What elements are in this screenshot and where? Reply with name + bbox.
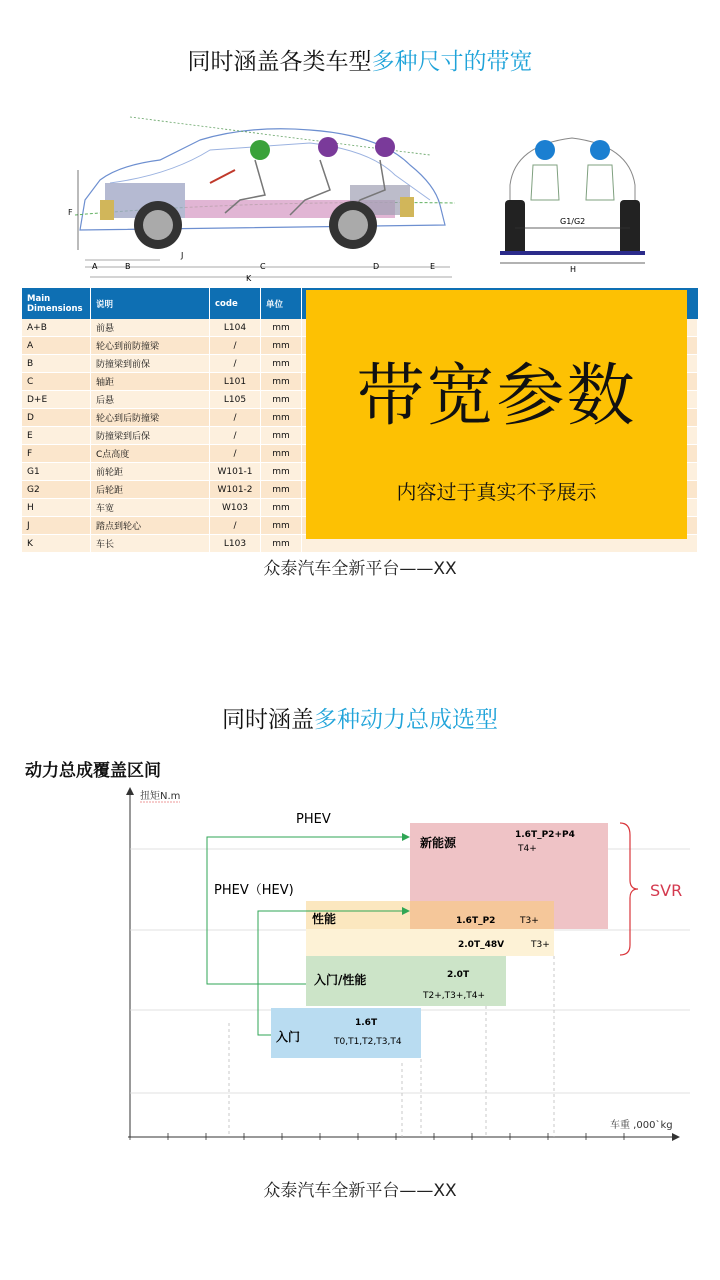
cell-desc: 防撞梁到后保 [91, 427, 210, 445]
band-label-performance: 性能 [312, 912, 337, 926]
cell-code: L104 [210, 319, 261, 337]
dim-label-e: E [430, 262, 436, 271]
cell-unit: mm [261, 517, 302, 535]
cell-code: W101-1 [210, 463, 261, 481]
annotation-phev: PHEV [296, 812, 331, 827]
cell-dimension: A+B [22, 319, 91, 337]
cell-desc: 车长 [91, 535, 210, 553]
cell-dimension: G2 [22, 481, 91, 499]
band-engine-1-6t: 1.6T [355, 1018, 378, 1028]
col-header-main-dimensions: Main Dimensions [22, 288, 91, 319]
dim-label-a: A [92, 262, 98, 271]
cell-unit: mm [261, 337, 302, 355]
section1-title [0, 43, 720, 76]
phev-arrow-head [402, 833, 410, 841]
overlay-main-text: 带宽参数 [356, 357, 637, 436]
cell-desc: 前轮距 [91, 463, 210, 481]
powertrain-coverage-chart [90, 785, 700, 1150]
cell-unit: mm [261, 391, 302, 409]
powertrain-subheading: 动力总成覆盖区间 [25, 761, 161, 781]
dim-label-j: J [181, 251, 184, 260]
band-engine-1-6t-p2: 1.6T_P2 [456, 916, 496, 926]
cell-code: / [210, 445, 261, 463]
cell-desc: 轮心到前防撞梁 [91, 337, 210, 355]
x-axis-arrow [672, 1133, 680, 1141]
band-trans-t3-plus-a: T3+ [520, 916, 539, 926]
cell-desc: 轴距 [91, 373, 210, 391]
cell-unit: mm [261, 355, 302, 373]
cell-code: W101-2 [210, 481, 261, 499]
cell-dimension: C [22, 373, 91, 391]
cell-dimension: J [22, 517, 91, 535]
section2-title [0, 701, 720, 734]
svr-bracket [620, 823, 638, 955]
cell-code: L103 [210, 535, 261, 553]
band-trans-1-6t: T0,T1,T2,T3,T4 [334, 1037, 402, 1047]
cell-dimension: H [22, 499, 91, 517]
band-engine-1-6t-p2-p4: 1.6T_P2+P4 [515, 830, 575, 840]
cell-dimension: E [22, 427, 91, 445]
dim-label-d: D [373, 262, 380, 271]
band-label-entry-performance: 入门/性能 [314, 973, 367, 987]
cell-desc: 踏点到轮心 [91, 517, 210, 535]
cell-code: / [210, 337, 261, 355]
annotation-phev-hev: PHEV（HEV) [214, 883, 294, 898]
section1-title-plain: 同时涵盖各类车型 [187, 49, 372, 75]
car-front-diagram [495, 130, 650, 275]
cell-unit: mm [261, 319, 302, 337]
cell-dimension: F [22, 445, 91, 463]
cell-desc: 防撞梁到前保 [91, 355, 210, 373]
band-engine-2-0t: 2.0T [447, 970, 470, 980]
x-axis-label: 车重 ,000`kg [610, 1120, 673, 1131]
cell-code: / [210, 427, 261, 445]
cell-code: / [210, 355, 261, 373]
col-header-desc: 说明 [91, 288, 210, 319]
cell-desc: 前悬 [91, 319, 210, 337]
section2-title-plain: 同时涵盖 [222, 707, 314, 733]
cell-unit: mm [261, 445, 302, 463]
cell-dimension: A [22, 337, 91, 355]
car-side-diagram [50, 105, 460, 285]
cell-code: L101 [210, 373, 261, 391]
cell-unit: mm [261, 499, 302, 517]
y-axis-label: 扭矩N.m [140, 791, 181, 802]
dim-label-g1-g2: G1/G2 [560, 217, 586, 226]
section2-title-highlight: 多种动力总成选型 [314, 707, 498, 733]
band-label-entry: 入门 [276, 1030, 301, 1044]
cell-dimension: B [22, 355, 91, 373]
cell-code: W103 [210, 499, 261, 517]
dim-label-k: K [246, 274, 252, 283]
section2-caption: 众泰汽车全新平台——XX [263, 1181, 457, 1201]
cell-code: / [210, 409, 261, 427]
annotation-svr: SVR [650, 881, 683, 900]
dim-label-h: H [570, 265, 577, 274]
cell-dimension: D [22, 409, 91, 427]
cell-desc: 轮心到后防撞梁 [91, 409, 210, 427]
section1-title-highlight: 多种尺寸的带宽 [371, 49, 533, 75]
band-trans-t3-plus-b: T3+ [531, 940, 550, 950]
cell-dimension: K [22, 535, 91, 553]
cell-code: L105 [210, 391, 261, 409]
cell-dimension: D+E [22, 391, 91, 409]
cell-unit: mm [261, 409, 302, 427]
band-trans-2-0t: T2+,T3+,T4+ [423, 991, 486, 1001]
section1-caption: 众泰汽车全新平台——XX [263, 559, 457, 579]
band-trans-t4-plus: T4+ [518, 844, 537, 854]
cell-dimension: G1 [22, 463, 91, 481]
cell-desc: 后悬 [91, 391, 210, 409]
cell-code: / [210, 517, 261, 535]
cell-unit: mm [261, 535, 302, 553]
y-axis-arrow [126, 787, 134, 795]
confidential-overlay [306, 290, 687, 539]
cell-unit: mm [261, 463, 302, 481]
col-header-unit: 单位 [261, 288, 302, 319]
band-engine-2-0t-48v: 2.0T_48V [458, 940, 505, 950]
cell-desc: C点高度 [91, 445, 210, 463]
cell-unit: mm [261, 481, 302, 499]
col-header-code: code [210, 288, 261, 319]
cell-desc: 后轮距 [91, 481, 210, 499]
cell-desc: 车宽 [91, 499, 210, 517]
dim-label-c: C [260, 262, 266, 271]
cell-unit: mm [261, 373, 302, 391]
dim-label-b: B [125, 262, 131, 271]
overlay-sub-text: 内容过于真实不予展示 [396, 480, 597, 504]
band-label-new-energy: 新能源 [420, 836, 457, 850]
dim-label-f: F [68, 208, 73, 217]
cell-unit: mm [261, 427, 302, 445]
